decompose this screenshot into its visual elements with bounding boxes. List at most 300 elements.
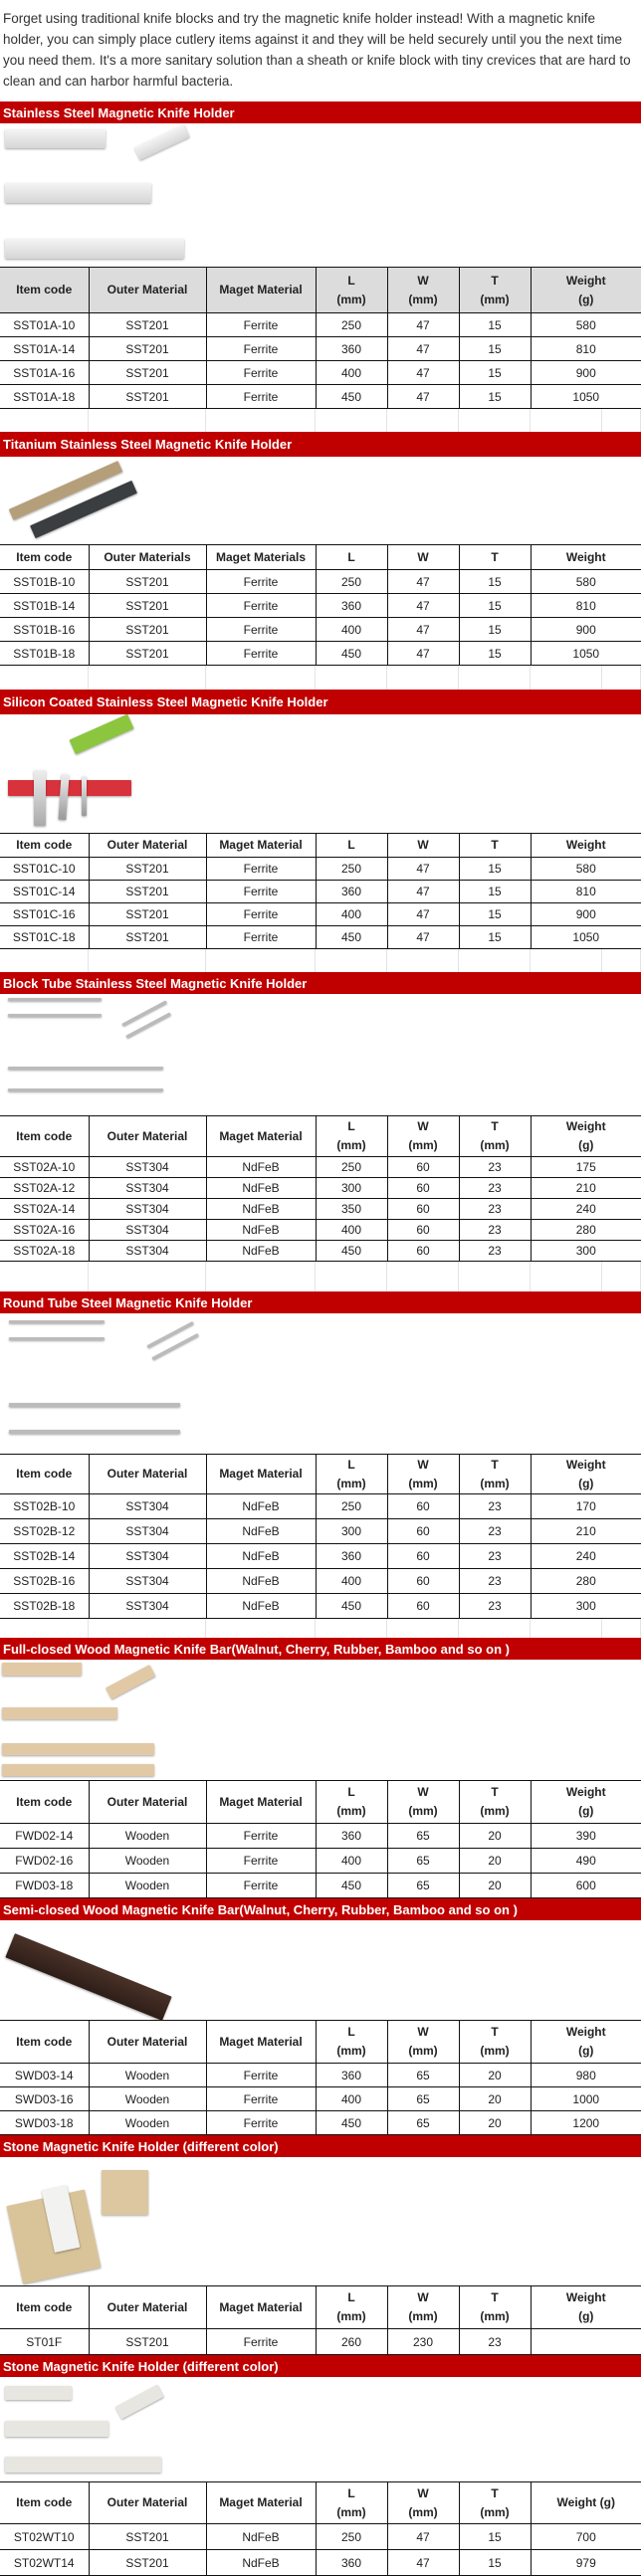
table-cell: 900 [531, 618, 641, 642]
column-header [316, 268, 387, 313]
column-header-label: Item code [0, 2298, 89, 2317]
tube-rail-image [9, 1430, 180, 1434]
table-cell: 60 [387, 1569, 459, 1594]
steel-bar-image [5, 239, 184, 259]
column-header-label: Weight [532, 272, 641, 291]
tube-rail-angled-image [146, 1321, 193, 1348]
column-header-label: (mm) [460, 1475, 531, 1493]
table-cell: SST201 [89, 570, 206, 594]
table-header-row [0, 834, 641, 858]
column-header-label: Item code [0, 2033, 89, 2052]
table-cell: 300 [531, 1241, 641, 1262]
column-header [206, 2021, 316, 2064]
column-header [531, 834, 641, 858]
product-images [0, 2377, 641, 2481]
table-cell: 65 [387, 1824, 459, 1849]
table-cell: ST02WT10 [0, 2524, 89, 2550]
spacer-row [0, 1619, 641, 1638]
column-header-label: T [460, 2484, 531, 2503]
table-row [0, 1199, 641, 1220]
column-header-label: Weight [532, 2023, 641, 2042]
table-cell: 47 [387, 2550, 459, 2576]
column-header-label: Maget Material [207, 2493, 316, 2512]
column-header-label: Weight [532, 1117, 641, 1136]
table-cell: SST01A-16 [0, 361, 89, 385]
wood-bar-image [2, 1764, 154, 1776]
column-header-label: Maget Material [207, 1127, 316, 1146]
table-cell: 810 [531, 594, 641, 618]
table-cell: 65 [387, 2087, 459, 2111]
column-header-label: L [317, 1117, 387, 1136]
table-cell: 23 [459, 1519, 531, 1544]
table-header-row [0, 545, 641, 570]
column-header-label: W [388, 1456, 459, 1475]
table-cell: SST304 [89, 1544, 206, 1569]
table-cell: 15 [459, 594, 531, 618]
table-cell: 60 [387, 1594, 459, 1619]
table-cell: SST201 [89, 594, 206, 618]
table-cell: 300 [316, 1519, 387, 1544]
table-cell: 65 [387, 1849, 459, 1874]
column-header-label: (mm) [460, 1136, 531, 1155]
stone-sample-image [102, 2170, 148, 2215]
table-row [0, 1494, 641, 1519]
table-cell: Wooden [89, 1824, 206, 1849]
table-cell: SST02B-18 [0, 1594, 89, 1619]
table-cell: NdFeB [206, 1569, 316, 1594]
table-cell: Ferrite [206, 2087, 316, 2111]
table-cell: 23 [459, 2329, 531, 2355]
column-header [531, 2021, 641, 2064]
product-section [0, 2355, 641, 2576]
column-header [531, 268, 641, 313]
table-cell: 15 [459, 2524, 531, 2550]
table-cell: 65 [387, 2064, 459, 2087]
table-cell: 450 [316, 926, 387, 949]
table-cell: 1050 [531, 642, 641, 666]
table-cell: 47 [387, 2524, 459, 2550]
column-header-label: (mm) [460, 2307, 531, 2326]
table-cell: NdFeB [206, 2524, 316, 2550]
column-header [459, 1116, 531, 1157]
table-header-row [0, 2286, 641, 2329]
column-header-label: W [388, 2023, 459, 2042]
column-header-label: Maget Material [207, 281, 316, 299]
column-header [316, 1455, 387, 1494]
table-cell: NdFeB [206, 1178, 316, 1199]
column-header [206, 2286, 316, 2329]
table-cell: 980 [531, 2064, 641, 2087]
table-row [0, 858, 641, 881]
table-cell: 23 [459, 1241, 531, 1262]
column-header-label: L [317, 2023, 387, 2042]
product-section [0, 690, 641, 972]
table-cell: Ferrite [206, 1824, 316, 1849]
table-cell: Wooden [89, 1849, 206, 1874]
table-cell: SST201 [89, 881, 206, 903]
tube-rail-angled-image [151, 1333, 198, 1360]
table-cell: 47 [387, 313, 459, 337]
column-header [89, 2482, 206, 2524]
table-cell: Ferrite [206, 903, 316, 926]
table-row [0, 2550, 641, 2576]
product-images [0, 714, 641, 833]
table-cell: FWD02-16 [0, 1849, 89, 1874]
column-header-label: (mm) [388, 1475, 459, 1493]
table-cell: 23 [459, 1178, 531, 1199]
product-section [0, 432, 641, 690]
table-cell: SST304 [89, 1494, 206, 1519]
column-header-label: Weight [532, 1456, 641, 1475]
table-row [0, 618, 641, 642]
table-row [0, 1569, 641, 1594]
table-cell: 15 [459, 618, 531, 642]
column-header [316, 1781, 387, 1824]
spacer-row [0, 1262, 641, 1291]
table-cell: 360 [316, 1544, 387, 1569]
table-cell: 810 [531, 337, 641, 361]
table-cell: 47 [387, 385, 459, 409]
table-cell: 60 [387, 1157, 459, 1178]
column-header-label: (mm) [388, 2042, 459, 2061]
column-header-label: Maget Material [207, 2033, 316, 2052]
column-header-label: (mm) [388, 291, 459, 309]
table-row [0, 1178, 641, 1199]
column-header [0, 2021, 89, 2064]
tube-rail-image [8, 998, 102, 1001]
column-header-label: Maget Materials [207, 548, 316, 567]
product-section [0, 1291, 641, 1638]
product-section [0, 1638, 641, 1898]
column-header-label: L [317, 1456, 387, 1475]
product-images [0, 457, 641, 544]
column-header-label: (g) [532, 1475, 641, 1493]
column-header-label: Item code [0, 2493, 89, 2512]
table-cell: SST304 [89, 1199, 206, 1220]
table-cell: SST304 [89, 1220, 206, 1241]
column-header-label: T [460, 836, 531, 855]
table-cell: NdFeB [206, 1220, 316, 1241]
column-header-label: Item code [0, 1465, 89, 1484]
table-cell: 400 [316, 361, 387, 385]
tube-rail-angled-image [125, 1012, 171, 1038]
table-row [0, 1874, 641, 1898]
column-header [89, 2286, 206, 2329]
column-header [89, 1116, 206, 1157]
wood-bar-image [2, 1707, 117, 1719]
column-header-label: T [460, 2288, 531, 2307]
table-cell: SST201 [89, 642, 206, 666]
tube-rail-image [8, 1089, 163, 1091]
spec-table [0, 1115, 641, 1262]
product-section [0, 101, 641, 432]
table-cell: SST01C-18 [0, 926, 89, 949]
column-header-label: T [460, 272, 531, 291]
table-cell: SST02A-12 [0, 1178, 89, 1199]
column-header [316, 2286, 387, 2329]
column-header-label: (g) [532, 291, 641, 309]
column-header [459, 1781, 531, 1824]
table-cell: SST02B-12 [0, 1519, 89, 1544]
table-cell: 15 [459, 385, 531, 409]
column-header [89, 2021, 206, 2064]
table-cell: Ferrite [206, 2111, 316, 2135]
column-header [387, 1116, 459, 1157]
table-cell: 47 [387, 858, 459, 881]
table-cell: 810 [531, 881, 641, 903]
table-cell: 240 [531, 1544, 641, 1569]
column-header [387, 1781, 459, 1824]
table-cell: 47 [387, 903, 459, 926]
column-header-label: (g) [532, 1136, 641, 1155]
column-header-label: (mm) [460, 2503, 531, 2522]
table-cell: 250 [316, 1494, 387, 1519]
column-header-label: (mm) [388, 2503, 459, 2522]
column-header-label: Item code [0, 1793, 89, 1812]
table-row [0, 903, 641, 926]
table-cell: 23 [459, 1569, 531, 1594]
table-cell: SST201 [89, 2524, 206, 2550]
product-images [0, 2157, 641, 2285]
spec-table [0, 544, 641, 666]
table-cell: 280 [531, 1220, 641, 1241]
table-cell: Wooden [89, 2111, 206, 2135]
table-cell: 230 [387, 2329, 459, 2355]
column-header [387, 2021, 459, 2064]
table-cell: 300 [531, 1594, 641, 1619]
table-cell: Ferrite [206, 1849, 316, 1874]
table-cell: 1050 [531, 385, 641, 409]
table-cell: SST201 [89, 903, 206, 926]
table-cell: 400 [316, 1569, 387, 1594]
column-header-label: Item code [0, 548, 89, 567]
table-row [0, 1157, 641, 1178]
table-cell: 360 [316, 337, 387, 361]
column-header [316, 2021, 387, 2064]
column-header-label: Outer Material [90, 836, 206, 855]
table-cell: 15 [459, 313, 531, 337]
column-header [387, 545, 459, 570]
table-cell: 360 [316, 2550, 387, 2576]
column-header-label: Item code [0, 1127, 89, 1146]
column-header-label: L [317, 1783, 387, 1802]
table-cell: SST01B-16 [0, 618, 89, 642]
spec-table [0, 2020, 641, 2135]
table-cell: 360 [316, 2064, 387, 2087]
column-header-label: (mm) [317, 1802, 387, 1821]
column-header [0, 834, 89, 858]
column-header-label: Item code [0, 836, 89, 855]
table-cell: 15 [459, 337, 531, 361]
wood-bar-image [2, 1663, 82, 1676]
table-row [0, 1241, 641, 1262]
table-cell: 450 [316, 1241, 387, 1262]
table-cell: 47 [387, 926, 459, 949]
product-section [0, 972, 641, 1291]
tube-rail-image [9, 1337, 105, 1340]
table-cell: 47 [387, 570, 459, 594]
table-row [0, 1519, 641, 1544]
column-header [459, 1455, 531, 1494]
column-header-label: Outer Material [90, 1127, 206, 1146]
column-header-label: Maget Material [207, 2298, 316, 2317]
table-cell: 700 [531, 2524, 641, 2550]
table-cell: Ferrite [206, 2329, 316, 2355]
table-cell: 1000 [531, 2087, 641, 2111]
section-title: Full-closed Wood Magnetic Knife Bar(Walnut, Cherry, Rubber, Bamboo and so on ) [0, 1638, 641, 1660]
table-cell: 1050 [531, 926, 641, 949]
spacer-row [0, 666, 641, 690]
table-cell: 260 [316, 2329, 387, 2355]
black-bar-image [30, 481, 137, 538]
table-cell: SST01A-18 [0, 385, 89, 409]
column-header-label: Weight [532, 2288, 641, 2307]
section-title: Stainless Steel Magnetic Knife Holder [0, 101, 641, 123]
steel-bar-angled-image [134, 124, 190, 160]
table-cell: NdFeB [206, 1544, 316, 1569]
column-header-label: T [460, 2023, 531, 2042]
table-row [0, 1544, 641, 1569]
table-cell: 250 [316, 570, 387, 594]
table-cell: Ferrite [206, 618, 316, 642]
table-cell: SST02A-16 [0, 1220, 89, 1241]
table-cell: 390 [531, 1824, 641, 1849]
column-header [531, 2482, 641, 2524]
table-cell: SST02B-16 [0, 1569, 89, 1594]
table-cell: SST201 [89, 337, 206, 361]
product-images [0, 1660, 641, 1780]
table-cell: Ferrite [206, 385, 316, 409]
column-header [531, 1116, 641, 1157]
table-cell: SST201 [89, 2550, 206, 2576]
table-cell: 15 [459, 926, 531, 949]
column-header [387, 834, 459, 858]
table-cell: 175 [531, 1157, 641, 1178]
column-header-label: Item code [0, 281, 89, 299]
stone-bar-image [5, 2421, 108, 2437]
table-cell: 23 [459, 1544, 531, 1569]
table-row [0, 1824, 641, 1849]
table-cell: ST02WT14 [0, 2550, 89, 2576]
table-cell: 23 [459, 1494, 531, 1519]
column-header-label: W [388, 836, 459, 855]
table-cell: SST01C-16 [0, 903, 89, 926]
table-cell: 60 [387, 1199, 459, 1220]
column-header [459, 545, 531, 570]
table-cell: 900 [531, 361, 641, 385]
column-header [316, 545, 387, 570]
table-cell: 1200 [531, 2111, 641, 2135]
table-cell: SST02A-14 [0, 1199, 89, 1220]
column-header [531, 1781, 641, 1824]
table-cell: Ferrite [206, 594, 316, 618]
table-cell: SWD03-14 [0, 2064, 89, 2087]
column-header [387, 2482, 459, 2524]
table-cell: SST201 [89, 618, 206, 642]
table-cell: SST201 [89, 313, 206, 337]
column-header [89, 1781, 206, 1824]
table-header-row [0, 2482, 641, 2524]
table-cell: Ferrite [206, 926, 316, 949]
table-cell: 170 [531, 1494, 641, 1519]
column-header-label: (mm) [388, 1802, 459, 1821]
column-header-label: L [317, 836, 387, 855]
table-cell: 450 [316, 642, 387, 666]
column-header-label: W [388, 548, 459, 567]
table-cell: 350 [316, 1199, 387, 1220]
table-header-row [0, 2021, 641, 2064]
column-header-label: Outer Material [90, 281, 206, 299]
table-cell: 20 [459, 1874, 531, 1898]
column-header [89, 268, 206, 313]
table-cell: NdFeB [206, 1157, 316, 1178]
table-cell: 210 [531, 1519, 641, 1544]
table-cell: SWD03-16 [0, 2087, 89, 2111]
table-cell: 400 [316, 2087, 387, 2111]
column-header-label: (mm) [317, 2042, 387, 2061]
table-cell: Ferrite [206, 2064, 316, 2087]
table-header-row [0, 268, 641, 313]
column-header-label: W [388, 2484, 459, 2503]
red-silicone-bar-image [8, 780, 131, 796]
section-title: Silicon Coated Stainless Steel Magnetic Knife Holder [0, 690, 641, 714]
table-cell: SWD03-18 [0, 2111, 89, 2135]
column-header [0, 2482, 89, 2524]
table-cell: Wooden [89, 1874, 206, 1898]
table-cell: Wooden [89, 2087, 206, 2111]
knife-image [58, 774, 69, 820]
product-sections [0, 101, 641, 2576]
product-section [0, 2135, 641, 2355]
column-header-label: L [317, 272, 387, 291]
table-row [0, 337, 641, 361]
table-cell: 600 [531, 1874, 641, 1898]
column-header-label: (mm) [460, 291, 531, 309]
steel-bar-image [5, 183, 151, 203]
table-cell: SST304 [89, 1178, 206, 1199]
table-cell: SST02A-10 [0, 1157, 89, 1178]
column-header-label: Weight [532, 1783, 641, 1802]
table-cell: SST01B-14 [0, 594, 89, 618]
table-cell: SST304 [89, 1519, 206, 1544]
table-cell: 450 [316, 1874, 387, 1898]
section-title: Stone Magnetic Knife Holder (different color) [0, 2135, 641, 2157]
column-header [89, 834, 206, 858]
table-cell: SST01A-14 [0, 337, 89, 361]
table-cell: NdFeB [206, 1519, 316, 1544]
table-cell: 360 [316, 594, 387, 618]
column-header [531, 2286, 641, 2329]
table-row [0, 2524, 641, 2550]
table-cell: 15 [459, 903, 531, 926]
table-row [0, 2087, 641, 2111]
column-header [206, 2482, 316, 2524]
column-header-label: (g) [532, 1802, 641, 1821]
column-header-label: Weight [532, 548, 641, 567]
table-cell [531, 2329, 641, 2355]
column-header-label: W [388, 272, 459, 291]
column-header [206, 545, 316, 570]
green-silicone-bar-image [70, 714, 134, 754]
section-title: Round Tube Steel Magnetic Knife Holder [0, 1291, 641, 1313]
table-cell: SST304 [89, 1569, 206, 1594]
table-cell: 450 [316, 2111, 387, 2135]
column-header-label: T [460, 1117, 531, 1136]
column-header-label: Outer Material [90, 2493, 206, 2512]
column-header [0, 1781, 89, 1824]
table-header-row [0, 1116, 641, 1157]
column-header-label: Outer Materials [90, 548, 206, 567]
